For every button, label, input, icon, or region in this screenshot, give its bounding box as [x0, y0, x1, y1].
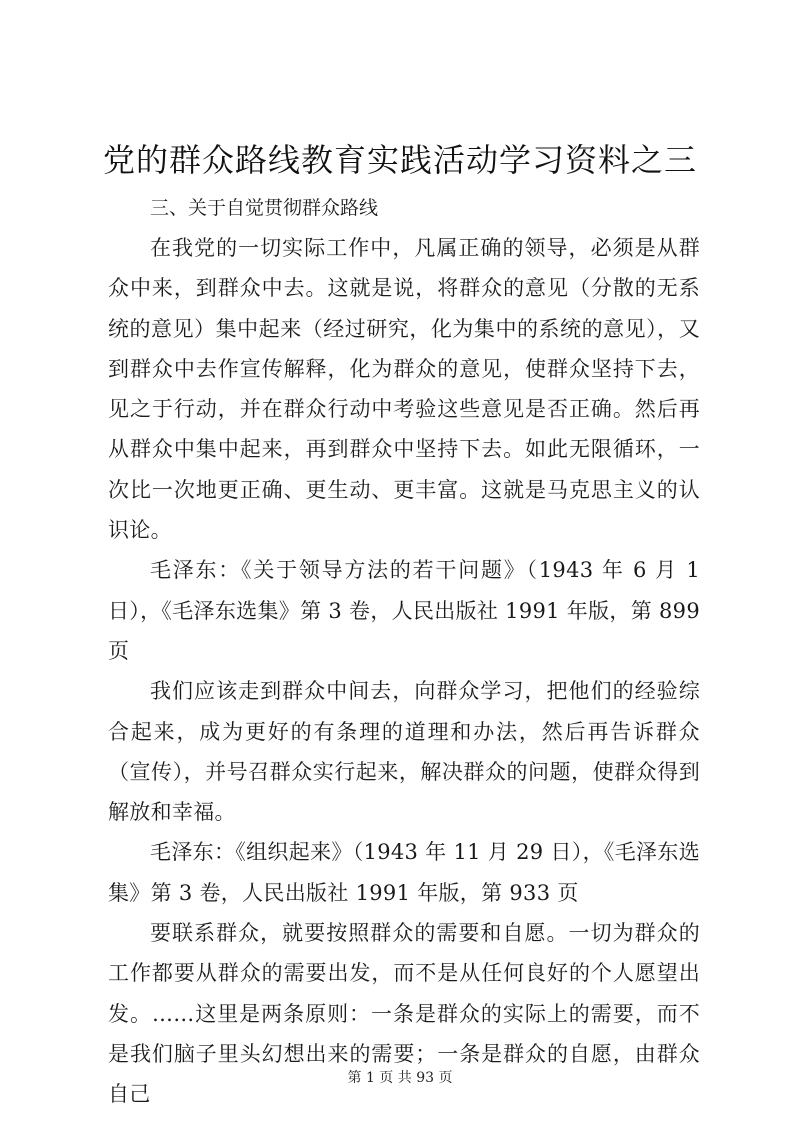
citation-leadership-methods: 毛泽东：《关于领导方法的若干问题》（1943 年 6 月 1 日），《毛泽东选集》第 3 卷，人民出版社 1991 年版，第 899 页 — [108, 558, 700, 663]
citation-get-organized: 毛泽东：《组织起来》（1943 年 11 月 29 日），《毛泽东选集》第 3 卷，人民出版社 1991 年版，第 933 页 — [108, 840, 700, 905]
document-body — [108, 182, 700, 1115]
page-number-footer: 第 1 页 共 93 页 — [347, 1070, 453, 1086]
document-title: 党的群众路线教育实践活动学习资料之三 — [102, 141, 697, 179]
paragraph-mass-line: 在我党的一切实际工作中，凡属正确的领导，必须是从群众中来，到群众中去。这就是说，将群众的意见（分散的无系统的意见）集中起来（经过研究，化为集中的系统的意见），又到群众中去作宣传解释，化为群众的意见，使群众坚持下去，见之于行动，并在群众行动中考验这些意见是否正确。然后再从群众中集中起来，再到群众中坚持下去。如此无限循环，一次比一次地更正确、更生动、更丰富。这就是马克思主义的认识论。 — [108, 236, 700, 543]
paragraph-needs-and-wishes: 要联系群众，就要按照群众的需要和自愿。一切为群众的工作都要从群众的需要出发，而不是从任何良好的个人愿望出发。……这里是两条原则：一条是群众的实际上的需要，而不是我们脑子里头幻想出来的需要；一条是群众的自愿，由群众自己 — [108, 921, 700, 1107]
paragraph-learn-from-masses: 我们应该走到群众中间去，向群众学习，把他们的经验综合起来，成为更好的有条理的道理和办法，然后再告诉群众（宣传），并号召群众实行起来，解决群众的问题，使群众得到解放和幸福。 — [108, 679, 700, 825]
section-heading: 三、关于自觉贯彻群众路线 — [150, 197, 379, 219]
